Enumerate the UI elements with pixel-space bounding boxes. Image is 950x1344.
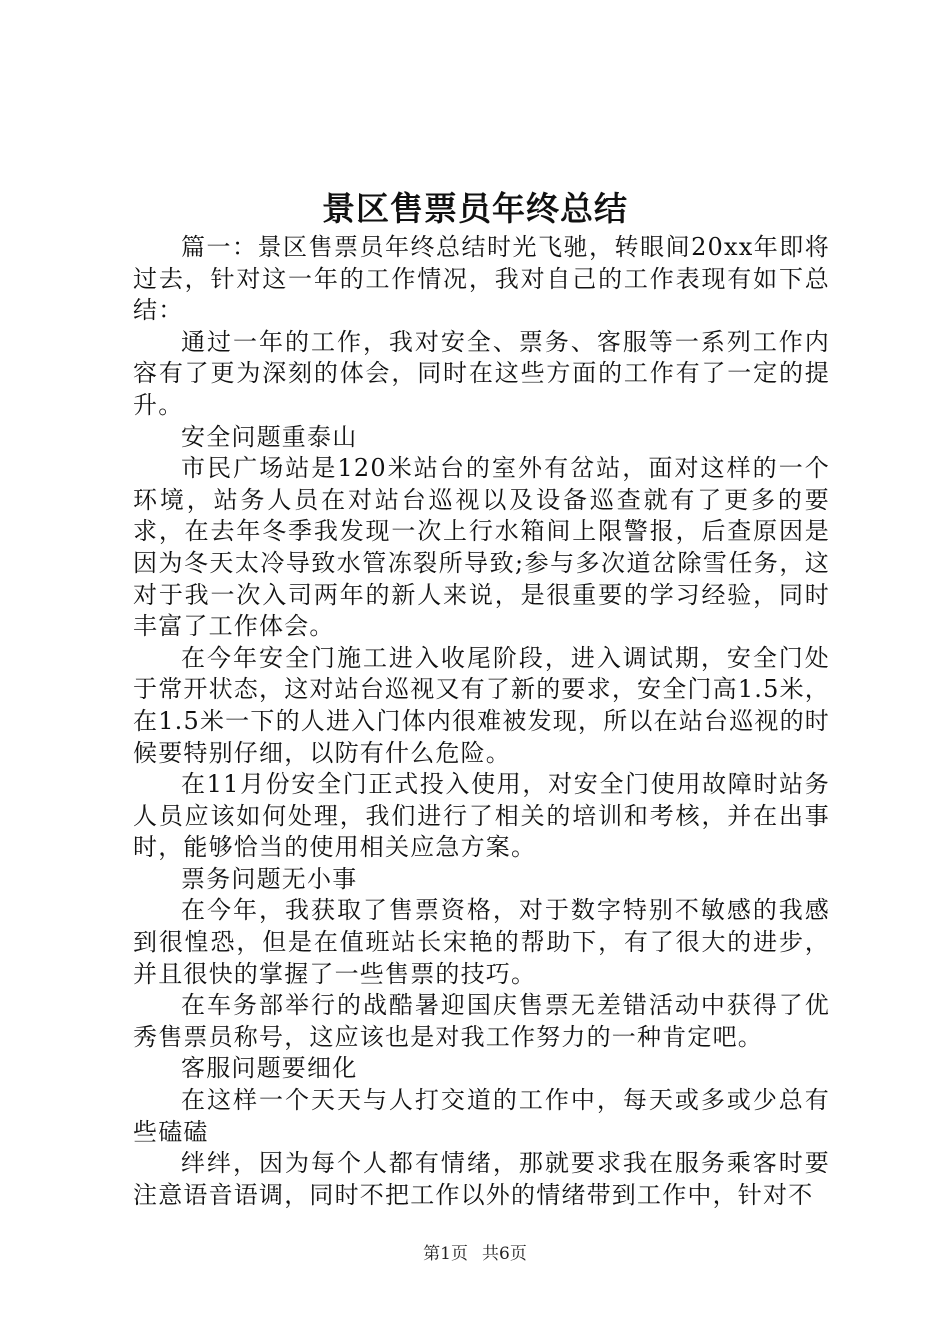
page-footer (0, 1242, 950, 1266)
page-number: 第1页 (423, 1244, 468, 1264)
section-heading-safety: 安全问题重泰山 (181, 422, 358, 451)
paragraph-service-intro: 在这样一个天天与人打交道的工作中，每天或多或少总有些磕磕 (133, 1086, 830, 1146)
paragraph-safety-station: 市民广场站是120米站台的室外有岔站，面对这样的一个环境，站务人员在对站台巡视以及设备巡查就有了更多的要求，在去年冬季我发现一次上行水箱间上限警报，后查原因是因为冬天太冷导致水管冻裂所导致;参与多次道岔除雪任务，这对于我一次入司两年的新人来说，是很重要的学习经验，同时丰富了工作体会。 (133, 454, 830, 641)
paragraph-intro: 篇一：景区售票员年终总结时光飞驰，转眼间20xx年即将过去，针对这一年的工作情况，我对自己的工作表现有如下总结： (133, 233, 830, 325)
document-body (133, 232, 830, 1211)
section-heading-service: 客服问题要细化 (181, 1054, 358, 1083)
paragraph-ticketing-qualification: 在今年，我获取了售票资格，对于数字特别不敏感的我感到很惶恐，但是在值班站长宋艳的帮助下，有了很大的进步，并且很快的掌握了一些售票的技巧。 (133, 896, 830, 988)
section-heading-ticketing: 票务问题无小事 (181, 864, 358, 893)
paragraph-overview: 通过一年的工作，我对安全、票务、客服等一系列工作内容有了更为深刻的体会，同时在这些方面的工作有了一定的提升。 (133, 327, 830, 419)
paragraph-ticketing-award: 在车务部举行的战酷暑迎国庆售票无差错活动中获得了优秀售票员称号，这应该也是对我工作努力的一种肯定吧。 (133, 991, 830, 1051)
paragraph-service-detail: 绊绊，因为每个人都有情绪，那就要求我在服务乘客时要注意语音语调，同时不把工作以外的情绪带到工作中，针对不 (133, 1149, 830, 1209)
page-total: 共6页 (482, 1244, 527, 1264)
document-title: 景区售票员年终总结 (322, 189, 628, 228)
paragraph-safety-door-construction: 在今年安全门施工进入收尾阶段，进入调试期，安全门处于常开状态，这对站台巡视又有了新的要求，安全门高1.5米，在1.5米一下的人进入门体内很难被发现，所以在站台巡视的时候要特别仔细，以防有什么危险。 (133, 643, 830, 767)
paragraph-safety-door-training: 在11月份安全门正式投入使用，对安全门使用故障时站务人员应该如何处理，我们进行了相关的培训和考核，并在出事时，能够恰当的使用相关应急方案。 (133, 770, 830, 862)
